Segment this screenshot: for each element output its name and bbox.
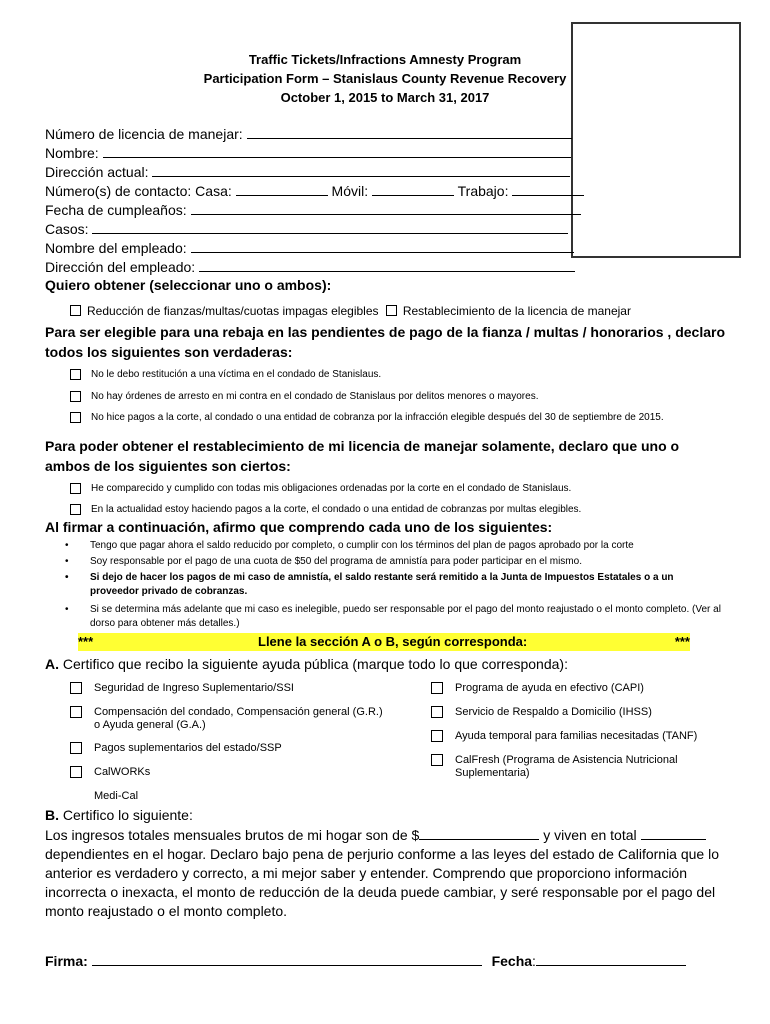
employer-field[interactable] — [191, 238, 574, 253]
contact-mobile-label: Móvil: — [331, 183, 369, 199]
license-reinstatement-label: Restablecimiento de la licencia de manejar — [402, 304, 631, 318]
household-text: y viven en total — [543, 827, 637, 843]
license-item-text: En la actualidad estoy haciendo pagos a la corte, el condado o una entidad de cobranzas por multas elegibles. — [91, 504, 582, 515]
sign-section-heading: Al firmar a continuación, afirmo que comprendo cada uno de los siguientes: — [45, 519, 553, 535]
aid-label: Servicio de Respaldo a Domicilio (IHSS) — [455, 706, 652, 718]
license-label: Número de licencia de manejar: — [45, 126, 243, 142]
license-item-text: He comparecido y cumplido con todas mis obligaciones ordenadas por la corte en el condado de Stanislaus. — [91, 483, 572, 494]
eligible-item-text: No le debo restitución a una víctima en el condado de Stanislaus. — [91, 369, 382, 380]
date-label: Fecha — [491, 953, 533, 969]
sign-bullet: • Soy responsable por el pago de una cuota de $50 del programa de amnistía para poder participar en el mismo. — [65, 556, 582, 567]
aid-checkbox-calfresh[interactable] — [431, 754, 443, 766]
aid-label: Ayuda temporal para familias necesitadas (TANF) — [455, 730, 698, 742]
name-row — [45, 143, 571, 162]
section-a-heading — [45, 655, 568, 673]
birthday-field[interactable] — [191, 200, 581, 215]
aid-item — [70, 742, 400, 755]
form-header — [150, 50, 620, 107]
sign-bullet: • Si dejo de hacer los pagos de mi caso de amnistía, el saldo restante será remitido a la Junta de Impuestos Estatales o a un proveedor privado de cobranzas. — [65, 571, 725, 599]
section-a-letter: A. — [45, 656, 59, 672]
eligible-item — [70, 368, 720, 381]
section-a-text: Certifico que recibo la siguiente ayuda pública (marque todo lo que corresponda): — [62, 656, 568, 672]
declaration-text: dependientes en el hogar. Declaro bajo pena de perjurio conforme a las leyes del estado de California que lo anterior es verdadero y correcto, a mi mejor saber y entender. Comprendo que proporciono información incorrecta o inexacta, el monto de reducción de la deuda puede cambiar, y seré responsable por el pago del monto reajustado o el monto completo. — [45, 846, 720, 919]
section-b-heading — [45, 806, 193, 824]
aid-checkbox-ihss[interactable] — [431, 706, 443, 718]
aid-item — [70, 682, 400, 695]
eligible-checkbox-1[interactable] — [70, 369, 81, 380]
license-item — [70, 482, 720, 495]
household-field[interactable] — [641, 825, 706, 840]
form-dates: October 1, 2015 to March 31, 2017 — [280, 90, 490, 105]
section-banner — [78, 633, 690, 651]
aid-label: Pagos suplementarios del estado/SSP — [94, 742, 282, 754]
aid-checkbox-capi[interactable] — [431, 682, 443, 694]
license-reinstatement-checkbox[interactable] — [386, 305, 397, 316]
aid-checkbox-gr[interactable] — [70, 706, 82, 718]
address-label: Dirección actual: — [45, 164, 149, 180]
date-field[interactable] — [536, 951, 686, 966]
income-text: Los ingresos totales mensuales brutos de mi hogar son de $ — [45, 827, 420, 843]
banner-stars-right: *** — [674, 634, 690, 649]
license-row — [45, 124, 572, 143]
aid-checkbox-ssp[interactable] — [70, 742, 82, 754]
eligible-item-text: No hice pagos a la corte, al condado o una entidad de cobranza por la infracción elegible después del 30 de septiembre de 2015. — [91, 412, 664, 423]
aid-item — [431, 682, 731, 695]
eligible-item-text: No hay órdenes de arresto en mi contra en el condado de Stanislaus por delitos menores o mayores. — [91, 391, 539, 402]
want-heading: Quiero obtener (seleccionar uno o ambos): — [45, 277, 332, 293]
aid-label: Programa de ayuda en efectivo (CAPI) — [455, 682, 644, 694]
aid-item — [70, 706, 390, 732]
aid-item — [431, 754, 711, 780]
aid-item — [431, 730, 731, 743]
contact-home-field[interactable] — [236, 181, 328, 196]
aid-checkbox-tanf[interactable] — [431, 730, 443, 742]
aid-label: CalWORKs — [94, 766, 151, 778]
form-subtitle: Participation Form – Stanislaus County Revenue Recovery — [203, 71, 567, 86]
cases-row — [45, 219, 568, 238]
aid-checkbox-calworks[interactable] — [70, 766, 82, 778]
eligible-item — [70, 411, 720, 424]
contact-work-field[interactable] — [512, 181, 584, 196]
signature-label: Firma: — [45, 953, 88, 969]
reduction-label: Reducción de fianzas/multas/cuotas impagas elegibles — [87, 304, 379, 318]
license-checkbox-2[interactable] — [70, 504, 81, 515]
contact-work-label: Trabajo: — [457, 183, 509, 199]
license-checkbox-1[interactable] — [70, 483, 81, 494]
form-title: Traffic Tickets/Infractions Amnesty Program — [248, 52, 522, 67]
cases-label: Casos: — [45, 221, 89, 237]
contact-row — [45, 181, 584, 200]
eligible-item — [70, 390, 720, 403]
sign-bullet-text: Soy responsable por el pago de una cuota de $50 del programa de amnistía para poder participar en el mismo. — [90, 556, 582, 567]
aid-item — [70, 790, 400, 803]
signature-row: Firma: Fecha: — [45, 951, 686, 970]
aid-item — [431, 706, 731, 719]
aid-checkbox-ssi[interactable] — [70, 682, 82, 694]
birthday-label: Fecha de cumpleaños: — [45, 202, 187, 218]
license-field[interactable] — [247, 124, 572, 139]
banner-stars-left: *** — [78, 634, 94, 649]
aid-label: Medi-Cal — [94, 790, 139, 802]
name-field[interactable] — [103, 143, 571, 158]
signature-field[interactable] — [92, 951, 482, 966]
eligible-heading: Para ser elegible para una rebaja en las pendientes de pago de la fianza / multas / honorarios , declaro todos los siguientes son verdaderas: — [45, 324, 726, 360]
eligible-checkbox-2[interactable] — [70, 391, 81, 402]
employer-label: Nombre del empleado: — [45, 240, 187, 256]
aid-label: Seguridad de Ingreso Suplementario/SSI — [94, 682, 294, 694]
birthday-row — [45, 200, 581, 219]
section-b-letter: B. — [45, 807, 59, 823]
aid-item — [70, 766, 400, 779]
sign-bullet: • Tengo que pagar ahora el saldo reducido por completo, o cumplir con los términos del plan de pagos aprobado por la corte — [65, 540, 634, 551]
employer-address-field[interactable] — [199, 257, 575, 272]
license-item — [70, 503, 720, 516]
contact-home-label: Número(s) de contacto: Casa: — [45, 183, 232, 199]
banner-text: Llene la sección A o B, según corresponda: — [258, 634, 528, 649]
contact-mobile-field[interactable] — [372, 181, 454, 196]
employer-row — [45, 238, 574, 257]
employer-address-label: Dirección del empleado: — [45, 259, 196, 275]
license-section-heading: Para poder obtener el restablecimiento de mi licencia de manejar solamente, declaro que uno o ambos de los siguientes son ciertos: — [45, 438, 680, 474]
name-label: Nombre: — [45, 145, 99, 161]
sign-bullet-text: Tengo que pagar ahora el saldo reducido por completo, o cumplir con los términos del plan de pagos aprobado por la corte — [90, 540, 634, 551]
aid-label: Compensación del condado, Compensación general (G.R.) o Ayuda general (G.A.) — [94, 706, 383, 731]
reduction-checkbox[interactable] — [70, 305, 81, 316]
section-b-body — [45, 825, 725, 921]
aid-label: CalFresh (Programa de Asistencia Nutricional Suplementaria) — [455, 754, 678, 779]
income-field[interactable] — [419, 825, 539, 840]
eligible-checkbox-3[interactable] — [70, 412, 81, 423]
sign-bullet: • Si se determina más adelante que mi caso es inelegible, puedo ser responsable por el pago del monto reajustado o el monto completo. (Ver al dorso para obtener más detalles.) — [65, 603, 725, 631]
section-b-text: Certifico lo siguiente: — [62, 807, 193, 823]
sign-bullet-text: Si dejo de hacer los pagos de mi caso de amnistía, el saldo restante será remitido a la Junta de Impuestos Estatales o a un proveedor privado de cobranzas. — [90, 572, 674, 597]
want-options — [70, 304, 631, 318]
cases-field[interactable] — [92, 219, 568, 234]
address-row — [45, 162, 570, 181]
sign-bullet-text: Si se determina más adelante que mi caso es inelegible, puedo ser responsable por el pago del monto reajustado o el monto completo. (Ver al dorso para obtener más detalles.) — [90, 604, 721, 629]
employer-address-row — [45, 257, 575, 276]
address-field[interactable] — [152, 162, 570, 177]
